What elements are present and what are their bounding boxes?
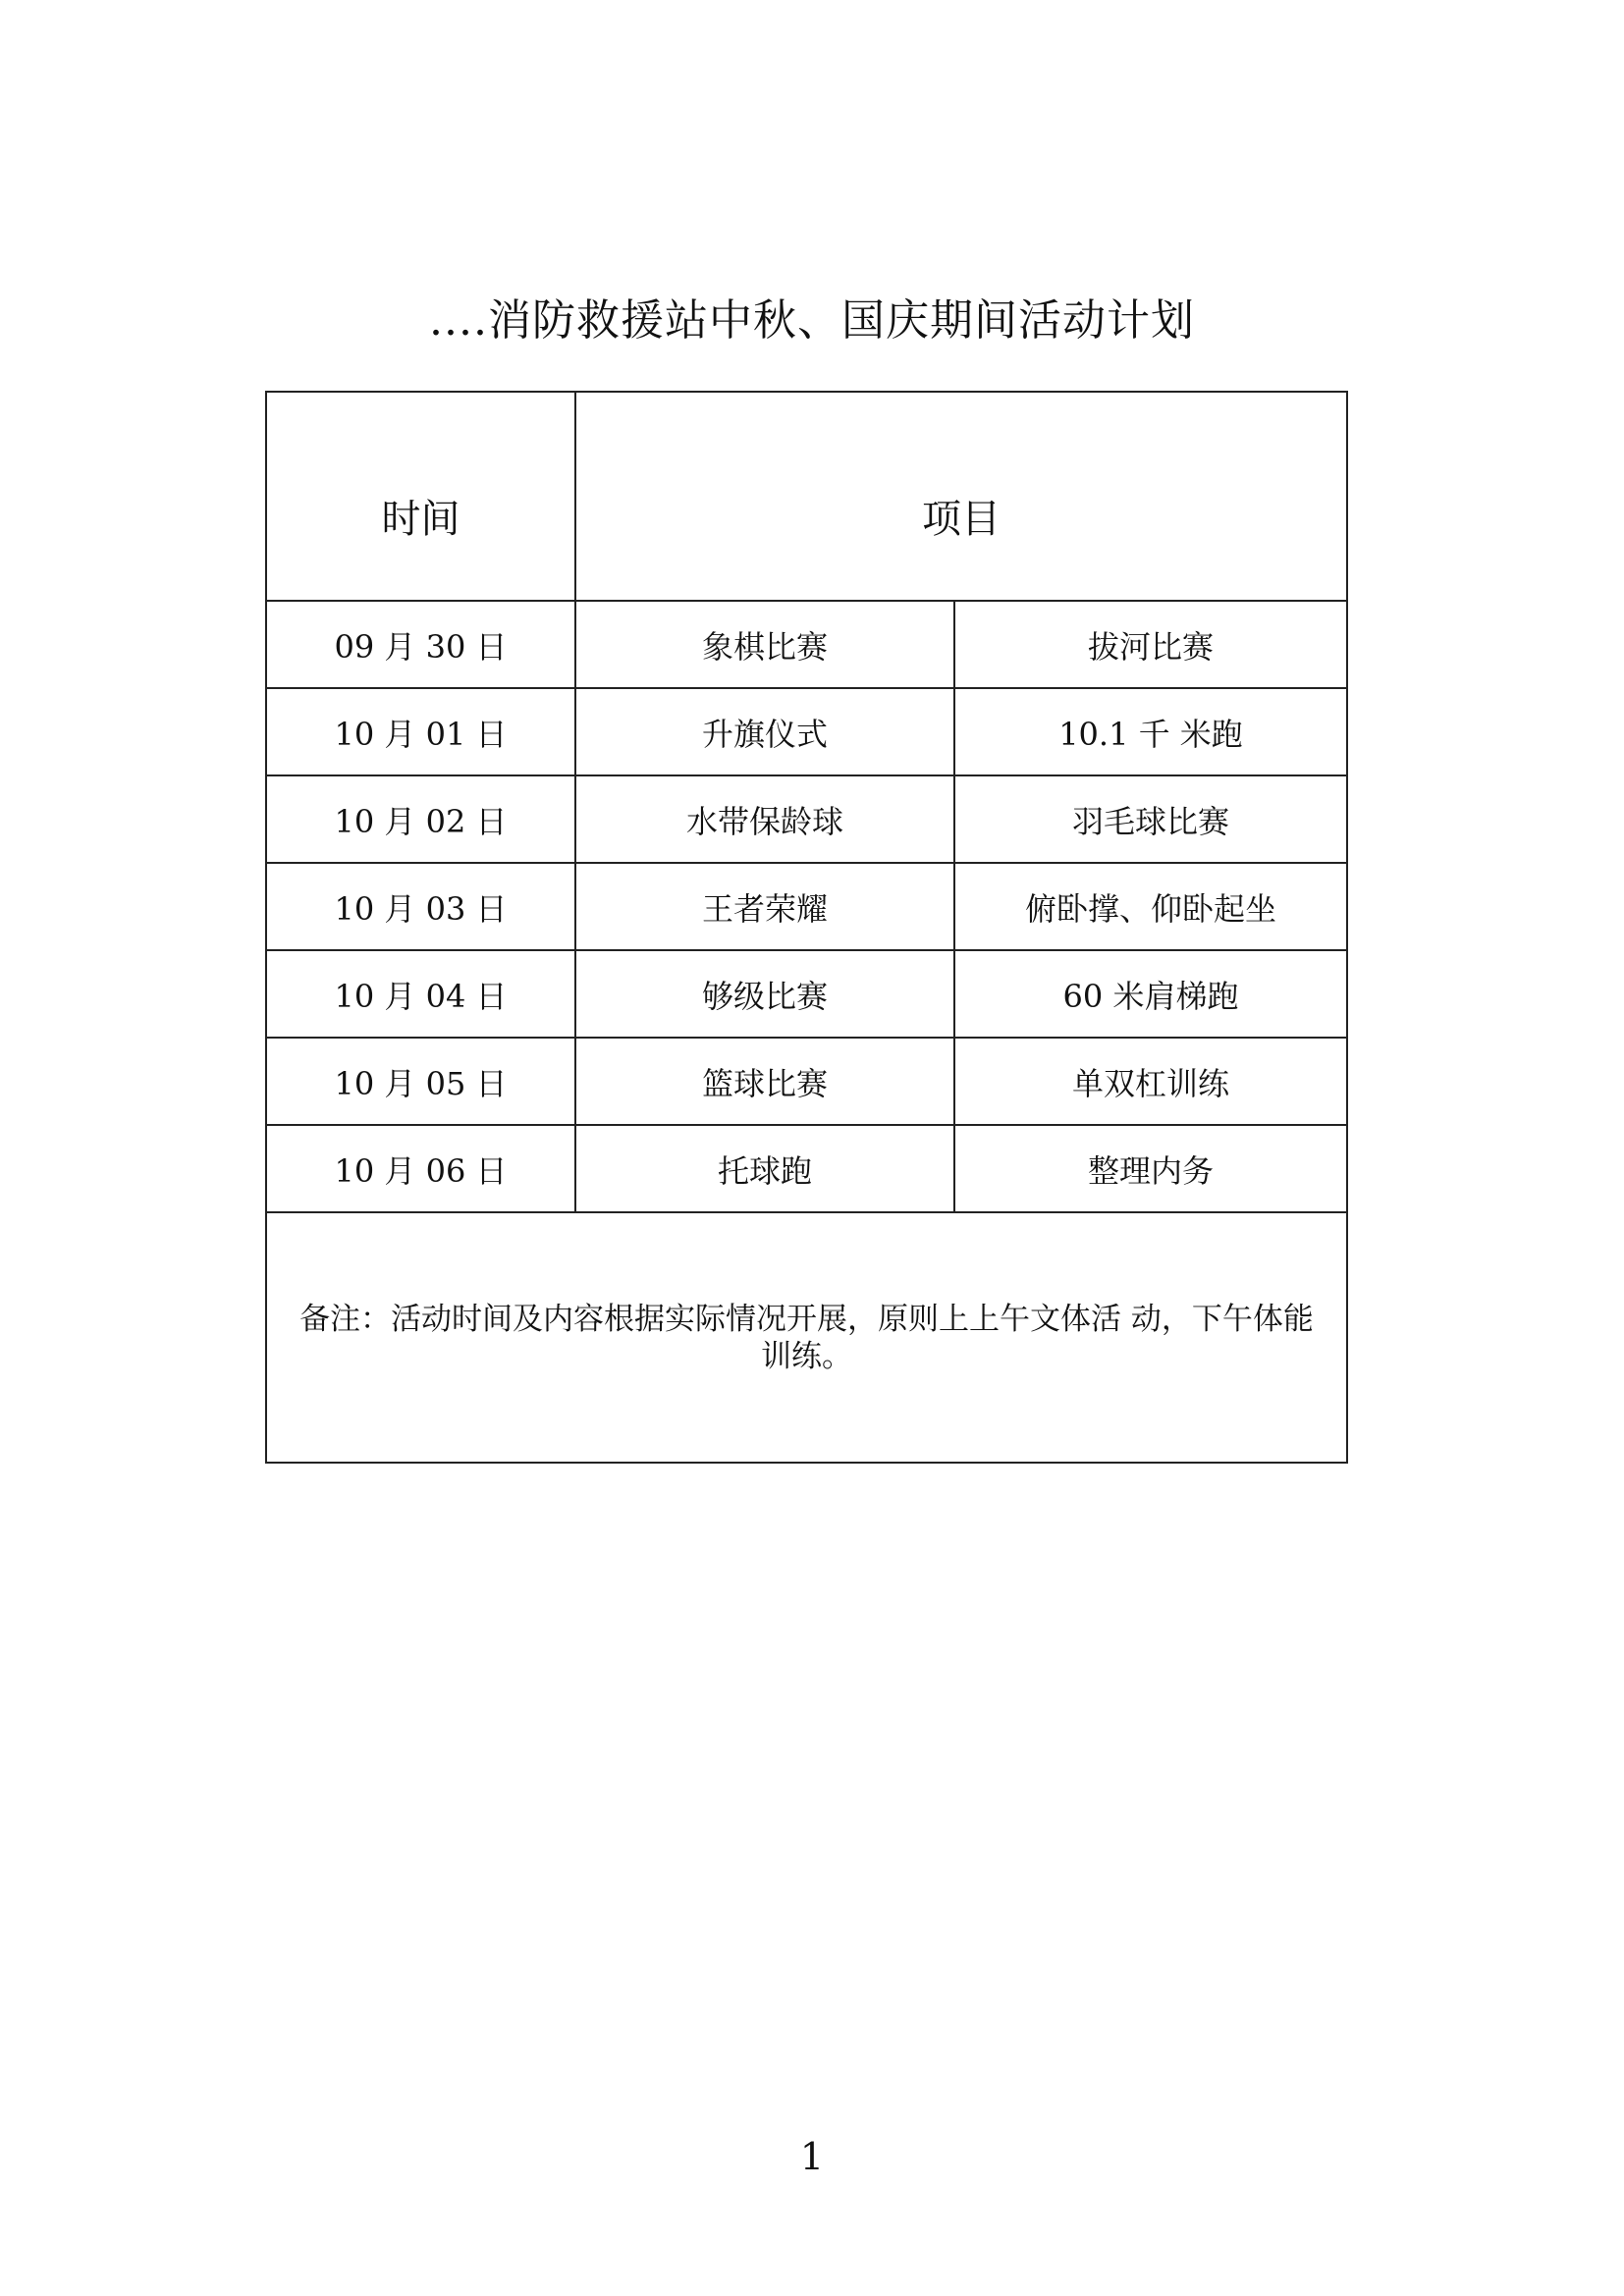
header-item: 项目: [575, 392, 1347, 601]
date-cell: 10 月 05 日: [266, 1038, 575, 1125]
activity-cell: 60 米肩梯跑: [954, 950, 1347, 1038]
table-row: [266, 688, 1347, 775]
activity-cell: 水带保龄球: [575, 775, 954, 863]
date-cell: 10 月 01 日: [266, 688, 575, 775]
table-header-row: [266, 392, 1347, 601]
note-row: [266, 1212, 1347, 1463]
table-row: [266, 1038, 1347, 1125]
date-cell: 09 月 30 日: [266, 601, 575, 688]
table-row: [266, 775, 1347, 863]
activity-cell: 升旗仪式: [575, 688, 954, 775]
note-text: 备注：活动时间及内容根据实际情况开展，原则上上午文体活 动，下午体能训练。: [266, 1212, 1347, 1463]
activity-cell: 整理内务: [954, 1125, 1347, 1212]
date-cell: 10 月 03 日: [266, 863, 575, 950]
activity-cell: 羽毛球比赛: [954, 775, 1347, 863]
page-title: ....消防救援站中秋、国庆期间活动计划: [429, 295, 1195, 346]
activity-cell: 托球跑: [575, 1125, 954, 1212]
activity-cell: 篮球比赛: [575, 1038, 954, 1125]
date-cell: 10 月 04 日: [266, 950, 575, 1038]
date-cell: 10 月 06 日: [266, 1125, 575, 1212]
header-time: 时间: [266, 392, 575, 601]
table-row: [266, 863, 1347, 950]
activity-cell: 拔河比赛: [954, 601, 1347, 688]
activity-cell: 象棋比赛: [575, 601, 954, 688]
activity-plan-table: [265, 391, 1348, 1464]
table-row: [266, 1125, 1347, 1212]
activity-cell: 王者荣耀: [575, 863, 954, 950]
activity-cell: 俯卧撑、仰卧起坐: [954, 863, 1347, 950]
table-row: [266, 601, 1347, 688]
activity-cell: 够级比赛: [575, 950, 954, 1038]
date-cell: 10 月 02 日: [266, 775, 575, 863]
table-row: [266, 950, 1347, 1038]
page-number: 1: [799, 2135, 825, 2178]
activity-cell: 10.1 千 米跑: [954, 688, 1347, 775]
activity-cell: 单双杠训练: [954, 1038, 1347, 1125]
